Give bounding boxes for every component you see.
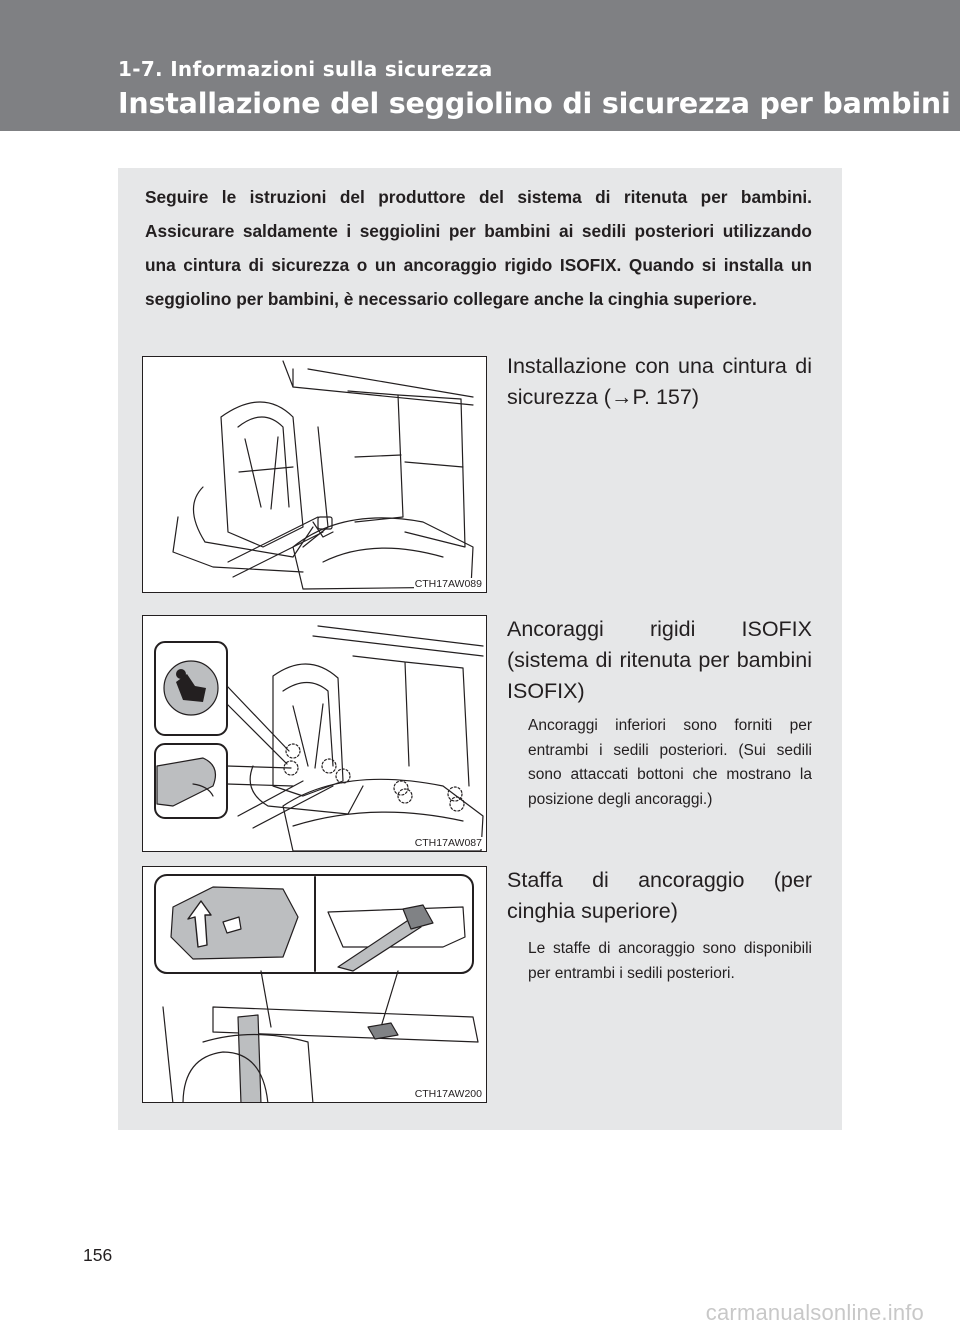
- item-heading-seatbelt: Installazione con una cintura di sicurezza (→P. 157): [507, 354, 812, 409]
- item-heading-tether: Staffa di ancoraggio (per cinghia superiore): [507, 868, 812, 923]
- watermark: carmanualsonline.info: [705, 1300, 924, 1325]
- figure-code: CTH17AW089: [414, 578, 482, 590]
- figure-seatbelt-installation: [142, 356, 487, 593]
- figure-code: CTH17AW087: [414, 837, 482, 849]
- seatbelt-installation-illustration: [143, 357, 487, 593]
- item-heading-isofix: Ancoraggi rigidi ISOFIX (sistema di ritenuta per bambini ISOFIX): [507, 617, 812, 703]
- page-header: [0, 0, 960, 131]
- isofix-illustration: [143, 616, 487, 852]
- intro-paragraph: Seguire le istruzioni del produttore del sistema di ritenuta per bambini. Assicurare saldamente i seggiolini per bambini ai sedili posteriori utilizzando una cintura di sicurezza o un ancoraggio rigido ISOFIX. Quando si installa un seggiolino per bambini, è necessario collegare anche la cinghia superiore.: [145, 187, 812, 309]
- figure-code: CTH17AW200: [414, 1088, 482, 1100]
- item-body-tether: Le staffe di ancoraggio sono disponibili per entrambi i sedili posteriori.: [528, 940, 812, 982]
- tether-anchor-illustration: [143, 867, 487, 1103]
- item-body-isofix: Ancoraggi inferiori sono forniti per entrambi i sedili posteriori. (Sui sedili sono attaccati bottoni che mostrano la posizione degli ancoraggi.): [528, 717, 812, 808]
- page-number: 156: [83, 1245, 113, 1265]
- figure-tether-anchor: [142, 866, 487, 1103]
- page-title: Installazione del seggiolino di sicurezza per bambini: [118, 87, 951, 120]
- section-label: 1-7. Informazioni sulla sicurezza: [118, 57, 493, 81]
- figure-isofix: [142, 615, 487, 852]
